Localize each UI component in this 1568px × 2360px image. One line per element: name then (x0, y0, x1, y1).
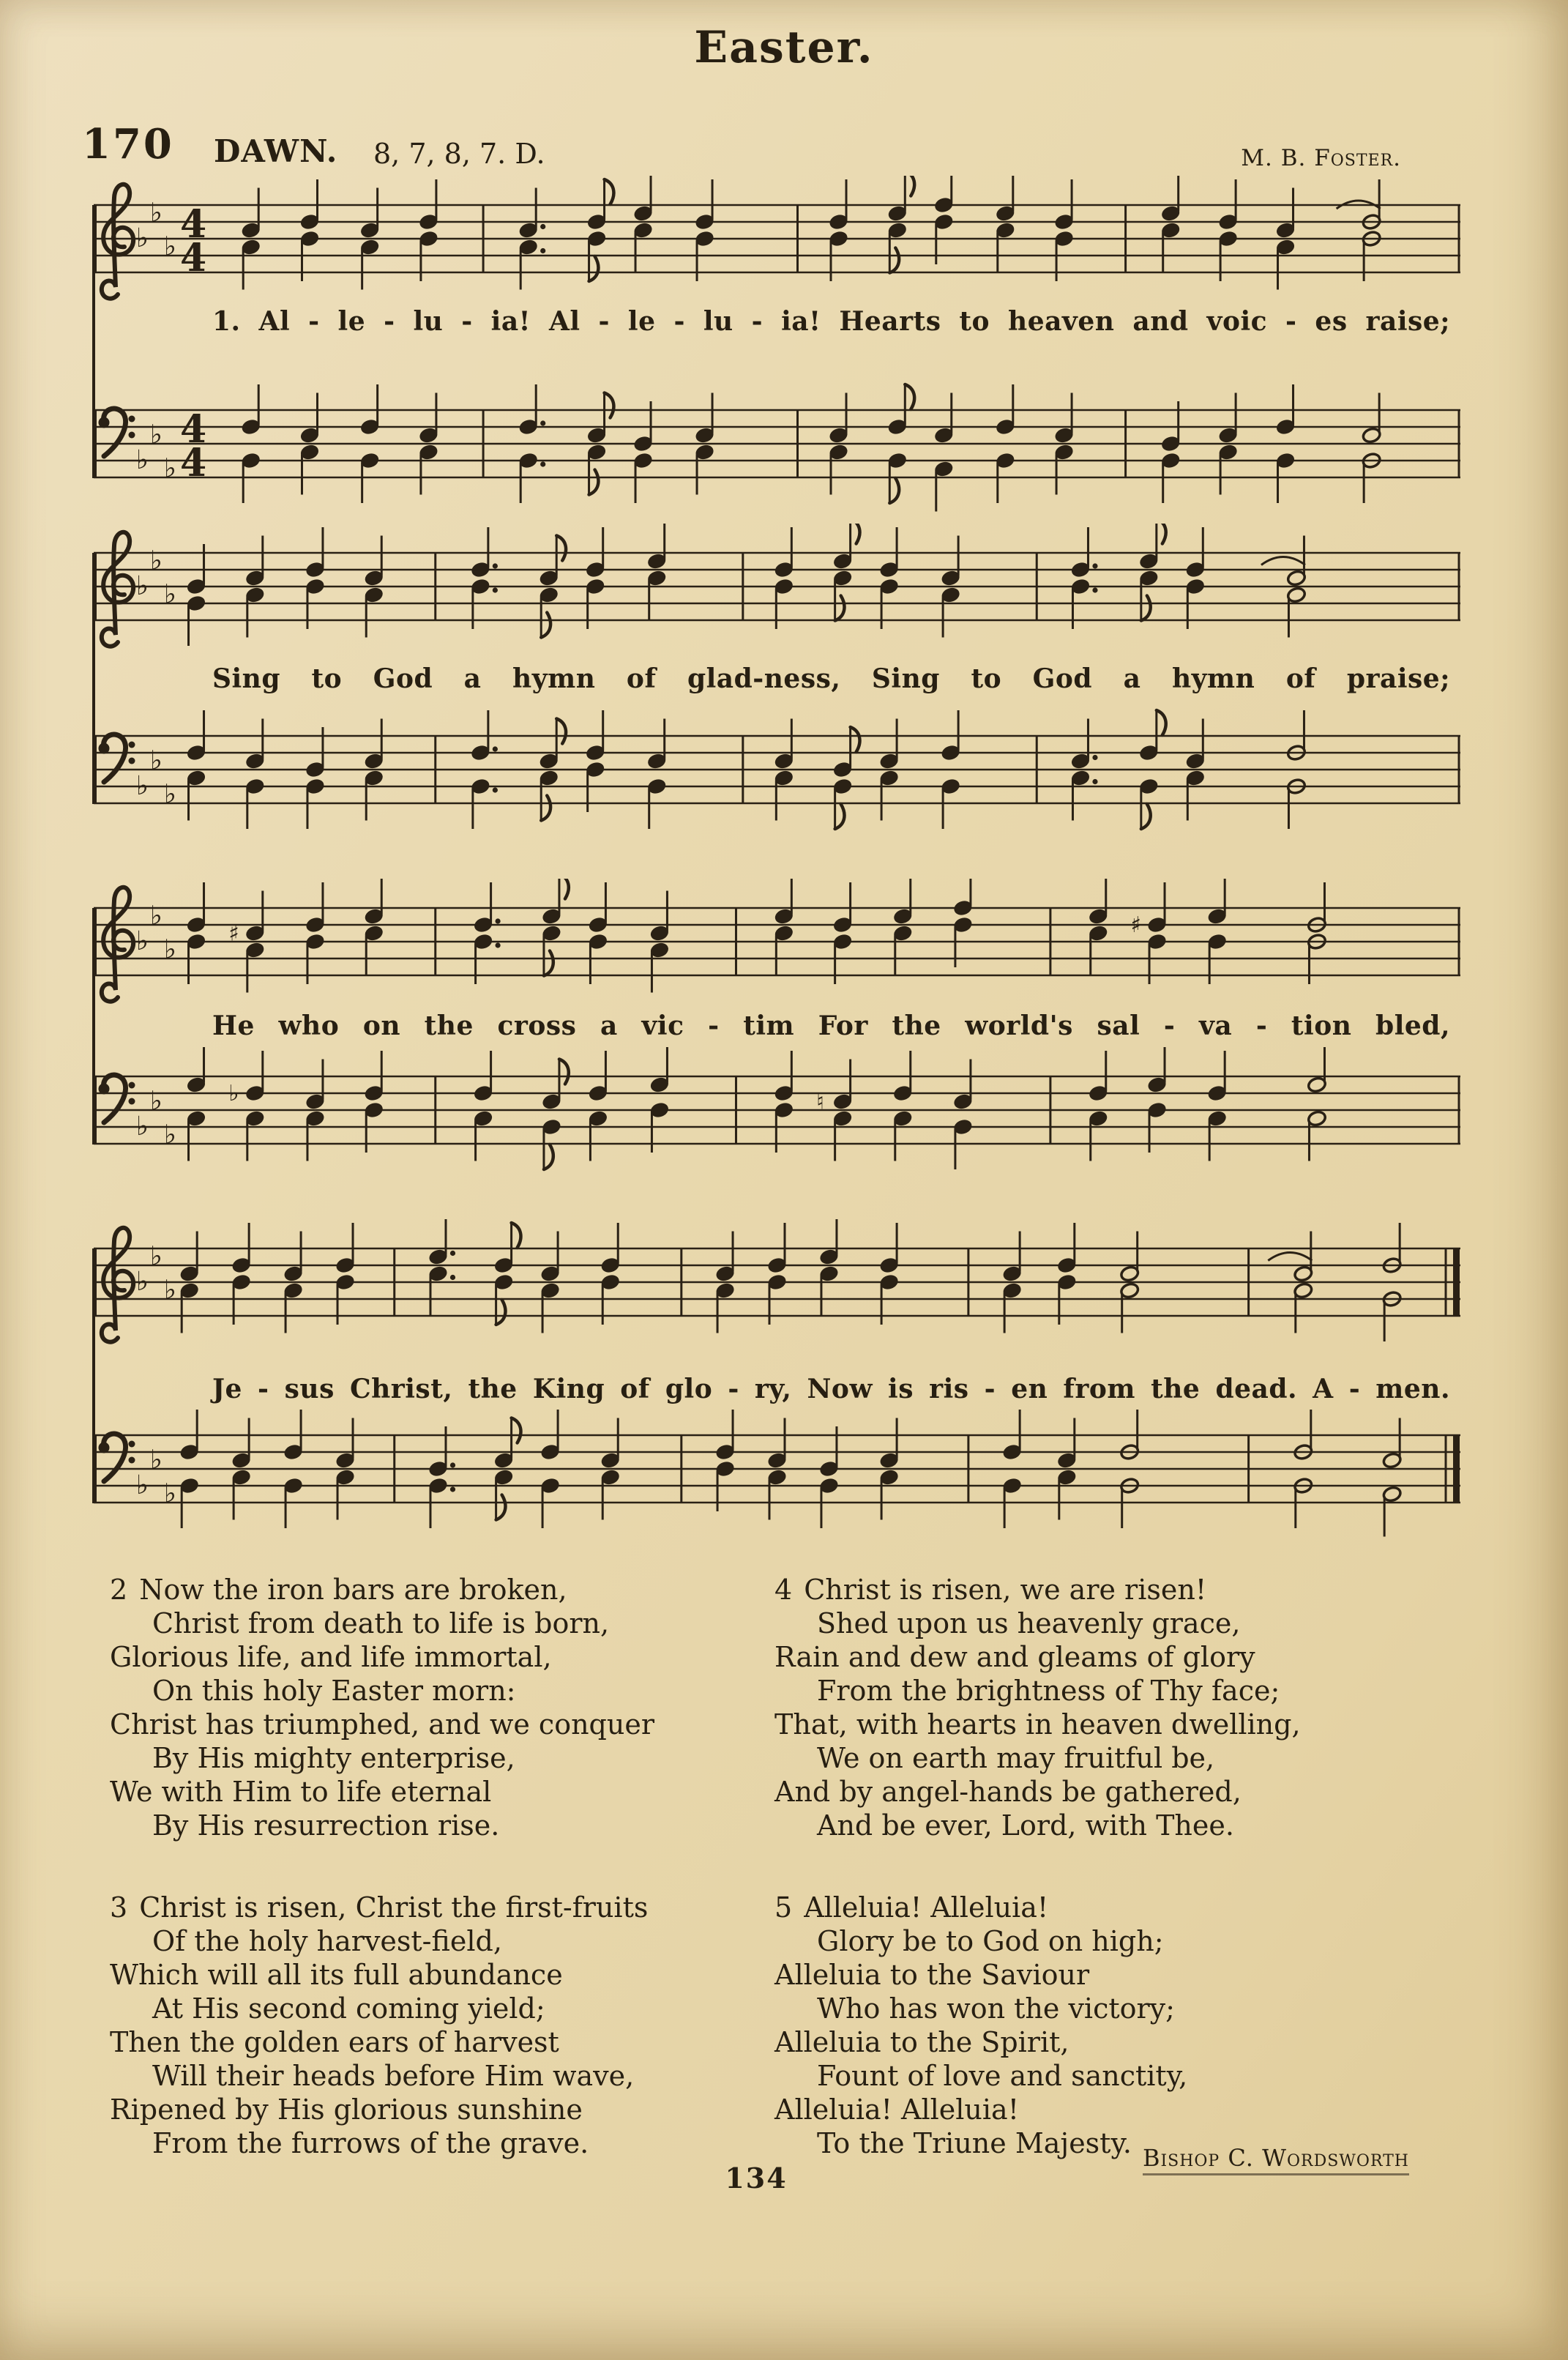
verse-line: Ripened by His glorious sunshine (110, 2093, 583, 2126)
verse-line: Glory be to God on high; (817, 1925, 1164, 1957)
lyric-line-4: Je - sus Christ, the King of glo - ry, Now is ris - en from the dead. A - men. (212, 1374, 1450, 1404)
eighth-flag (1157, 524, 1166, 544)
treble-clef-icon (102, 185, 133, 299)
treble-staff-system-4 (94, 1219, 1460, 1366)
flat-sign: ♭ (150, 546, 163, 576)
verse-line: We with Him to life eternal (110, 1776, 492, 1808)
verse-line: On this holy Easter morn: (152, 1675, 516, 1707)
flat-sign: ♭ (136, 1112, 149, 1142)
verse-number: 5 (774, 1891, 793, 1924)
flat-sign: ♭ (150, 745, 163, 776)
verse-line: That, with hearts in heaven dwelling, (774, 1708, 1301, 1741)
eighth-flag (605, 393, 614, 418)
verse (110, 1891, 754, 2160)
eighth-flag (559, 1060, 569, 1084)
author-attribution: Bishop C. Wordsworth (1143, 2144, 1409, 2175)
eighth-flag (496, 1495, 506, 1520)
flat-sign: ♭ (150, 901, 163, 931)
augmentation-dot (450, 1275, 455, 1280)
final-barline (1453, 1248, 1460, 1316)
eighth-flag (544, 951, 553, 976)
verse-line: Alleluia! Alleluia! (774, 2093, 1019, 2126)
flat-sign: ♭ (164, 1120, 176, 1150)
verse-line: And be ever, Lord, with Thee. (817, 1809, 1234, 1842)
composer-credit: M. B. Foster. (1241, 145, 1401, 171)
augmentation-dot (493, 563, 498, 568)
eighth-flag (556, 719, 566, 744)
page-title: Easter. (694, 22, 874, 73)
verses-column-right (774, 1573, 1422, 2208)
eighth-flag (541, 613, 550, 638)
bass-staff-system-1 (94, 381, 1460, 527)
augmentation-dot (540, 420, 545, 425)
eighth-flag (1157, 710, 1166, 735)
eighth-flag (544, 1144, 553, 1169)
lyric-line-3: He who on the cross a vic - tim For the world's sal - va - tion bled, (212, 1010, 1450, 1041)
page-number: 134 (725, 2162, 788, 2195)
accidental: ♯ (1130, 912, 1142, 938)
verse-number: 2 (110, 1574, 128, 1606)
eighth-flag (589, 470, 599, 495)
eighth-flag (605, 179, 614, 204)
eighth-flag (589, 256, 599, 281)
verse-line: We on earth may fruitful be, (817, 1742, 1215, 1774)
verse-number: 4 (774, 1574, 793, 1606)
accidental: ♯ (228, 920, 239, 947)
verses-column-left (110, 1573, 754, 2208)
verse-line: 3 Christ is risen, Christ the first-fruits (110, 1891, 649, 1924)
verse-line: From the brightness of Thy face; (817, 1675, 1280, 1707)
treble-staff-system-2 (94, 524, 1460, 670)
flat-sign: ♭ (136, 571, 149, 601)
flat-sign: ♭ (136, 771, 149, 801)
treble-staff-system-1 (94, 176, 1460, 322)
bass-clef-dot (129, 758, 135, 764)
augmentation-dot (450, 1462, 455, 1467)
flat-sign: ♭ (136, 223, 149, 253)
eighth-flag (835, 804, 845, 829)
augmentation-dot (1092, 587, 1097, 592)
flat-sign: ♭ (136, 926, 149, 956)
flat-sign: ♭ (150, 1445, 163, 1475)
eighth-flag (496, 1300, 506, 1325)
flat-sign: ♭ (164, 231, 176, 262)
verse (774, 1573, 1422, 1842)
verse-number: 3 (110, 1891, 128, 1924)
augmentation-dot (493, 587, 498, 592)
flat-sign: ♭ (136, 1267, 149, 1297)
verse-line: Of the holy harvest-field, (152, 1925, 502, 1957)
augmentation-dot (540, 248, 545, 253)
verse-line: From the furrows of the grave. (152, 2127, 589, 2159)
system-barline-4 (92, 1248, 95, 1503)
verse-line: Alleluia to the Spirit, (774, 2026, 1069, 2058)
eighth-flag (851, 524, 860, 544)
lyric-line-2: Sing to God a hymn of glad-ness, Sing to God a hymn of praise; (212, 663, 1450, 694)
eighth-flag (851, 727, 860, 752)
lyric-line-1: 1. Al - le - lu - ia! Al - le - lu - ia! Hearts to heaven and voic - es raise; (212, 306, 1450, 337)
eighth-flag (889, 478, 899, 503)
treble-clef-icon (102, 532, 133, 647)
verse-line: Which will all its full abundance (110, 1959, 563, 1991)
eighth-flag (905, 384, 914, 409)
verse-line: Shed upon us heavenly grace, (817, 1607, 1241, 1639)
flat-sign: ♭ (136, 1470, 149, 1500)
augmentation-dot (540, 224, 545, 229)
verse-line: Alleluia to the Saviour (774, 1959, 1090, 1991)
bass-clef-icon (103, 409, 125, 456)
flat-sign: ♭ (150, 420, 163, 450)
verse-line: To the Triune Majesty. (817, 2127, 1132, 2159)
tune-meter: 8, 7, 8, 7. D. (373, 138, 545, 170)
flat-sign: ♭ (150, 198, 163, 228)
flat-sign: ♭ (150, 1241, 163, 1272)
bass-staff-system-2 (94, 707, 1460, 853)
time-signature: 4 (180, 236, 207, 280)
bass-clef-icon (103, 734, 125, 782)
bass-clef-dot (129, 432, 135, 439)
system-barline-1 (92, 205, 95, 478)
augmentation-dot (450, 1486, 455, 1492)
bass-staff-system-3 (94, 1047, 1460, 1194)
verse-line: 4 Christ is risen, we are risen! (774, 1574, 1207, 1606)
tie-arc (1268, 1253, 1312, 1261)
eighth-flag (1141, 804, 1151, 829)
verse-line: Will their heads before Him wave, (152, 2060, 635, 2092)
final-barline (1453, 1435, 1460, 1503)
augmentation-dot (540, 461, 545, 466)
flat-sign: ♭ (150, 1086, 163, 1117)
treble-clef-icon (102, 1228, 133, 1342)
flat-sign: ♭ (164, 1275, 176, 1306)
bass-clef-dot (129, 1082, 135, 1089)
flat-sign: ♭ (164, 453, 176, 484)
eighth-flag (541, 796, 550, 821)
tune-name: DAWN. (214, 133, 338, 169)
verse-line: By His mighty enterprise, (152, 1742, 515, 1774)
verse-line: And by angel-hands be gathered, (774, 1776, 1242, 1808)
augmentation-dot (493, 746, 498, 751)
bass-clef-icon (103, 1434, 125, 1481)
augmentation-dot (495, 918, 500, 923)
eighth-flag (835, 596, 845, 621)
time-signature: 4 (180, 202, 207, 247)
augmentation-dot (450, 1251, 455, 1256)
flat-sign: ♭ (136, 445, 149, 475)
eighth-flag (559, 879, 569, 899)
treble-staff-system-3 (94, 879, 1460, 1025)
eighth-flag (905, 176, 914, 196)
accidental: ♮ (816, 1089, 824, 1115)
augmentation-dot (493, 787, 498, 792)
treble-clef-icon (102, 887, 133, 1002)
verse-line: At His second coming yield; (152, 1992, 545, 2025)
system-barline-2 (92, 553, 95, 804)
time-signature: 4 (180, 441, 207, 485)
eighth-flag (512, 1223, 521, 1248)
bass-clef-icon (103, 1075, 125, 1123)
flat-sign: ♭ (164, 934, 176, 965)
flat-sign: ♭ (164, 1478, 176, 1509)
eighth-flag (556, 536, 566, 561)
bass-clef-dot (129, 1457, 135, 1464)
verse-line: Christ from death to life is born, (152, 1607, 610, 1639)
verse-line: Rain and dew and gleams of glory (774, 1641, 1255, 1673)
flat-sign: ♭ (164, 779, 176, 810)
hymn-number: 170 (82, 120, 174, 168)
verse-line: Christ has triumphed, and we conquer (110, 1708, 655, 1741)
system-barline-3 (92, 908, 95, 1144)
bass-clef-dot (129, 1098, 135, 1105)
bass-clef-dot (129, 416, 135, 423)
eighth-flag (1141, 596, 1151, 621)
flat-sign: ♭ (164, 579, 176, 610)
augmentation-dot (1092, 755, 1097, 760)
verse-line: Fount of love and sanctity, (817, 2060, 1188, 2092)
verse-line: Who has won the victory; (817, 1992, 1175, 2025)
augmentation-dot (1092, 563, 1097, 568)
verse-line: By His resurrection rise. (152, 1809, 500, 1842)
augmentation-dot (495, 942, 500, 948)
tie-arc (1261, 557, 1305, 565)
verse (110, 1573, 754, 1842)
time-signature: 4 (180, 407, 207, 452)
bass-clef-dot (129, 1441, 135, 1448)
verse-line: Then the golden ears of harvest (110, 2026, 559, 2058)
eighth-flag (889, 248, 899, 273)
verse-line: Glorious life, and life immortal, (110, 1641, 552, 1673)
augmentation-dot (1092, 779, 1097, 784)
verse-line: 2 Now the iron bars are broken, (110, 1574, 567, 1606)
eighth-flag (512, 1418, 521, 1443)
bass-staff-system-4 (94, 1406, 1460, 1552)
verse-line: 5 Alleluia! Alleluia! (774, 1891, 1049, 1924)
bass-clef-dot (129, 742, 135, 748)
verse (774, 1891, 1422, 2160)
accidental: ♭ (228, 1081, 239, 1106)
